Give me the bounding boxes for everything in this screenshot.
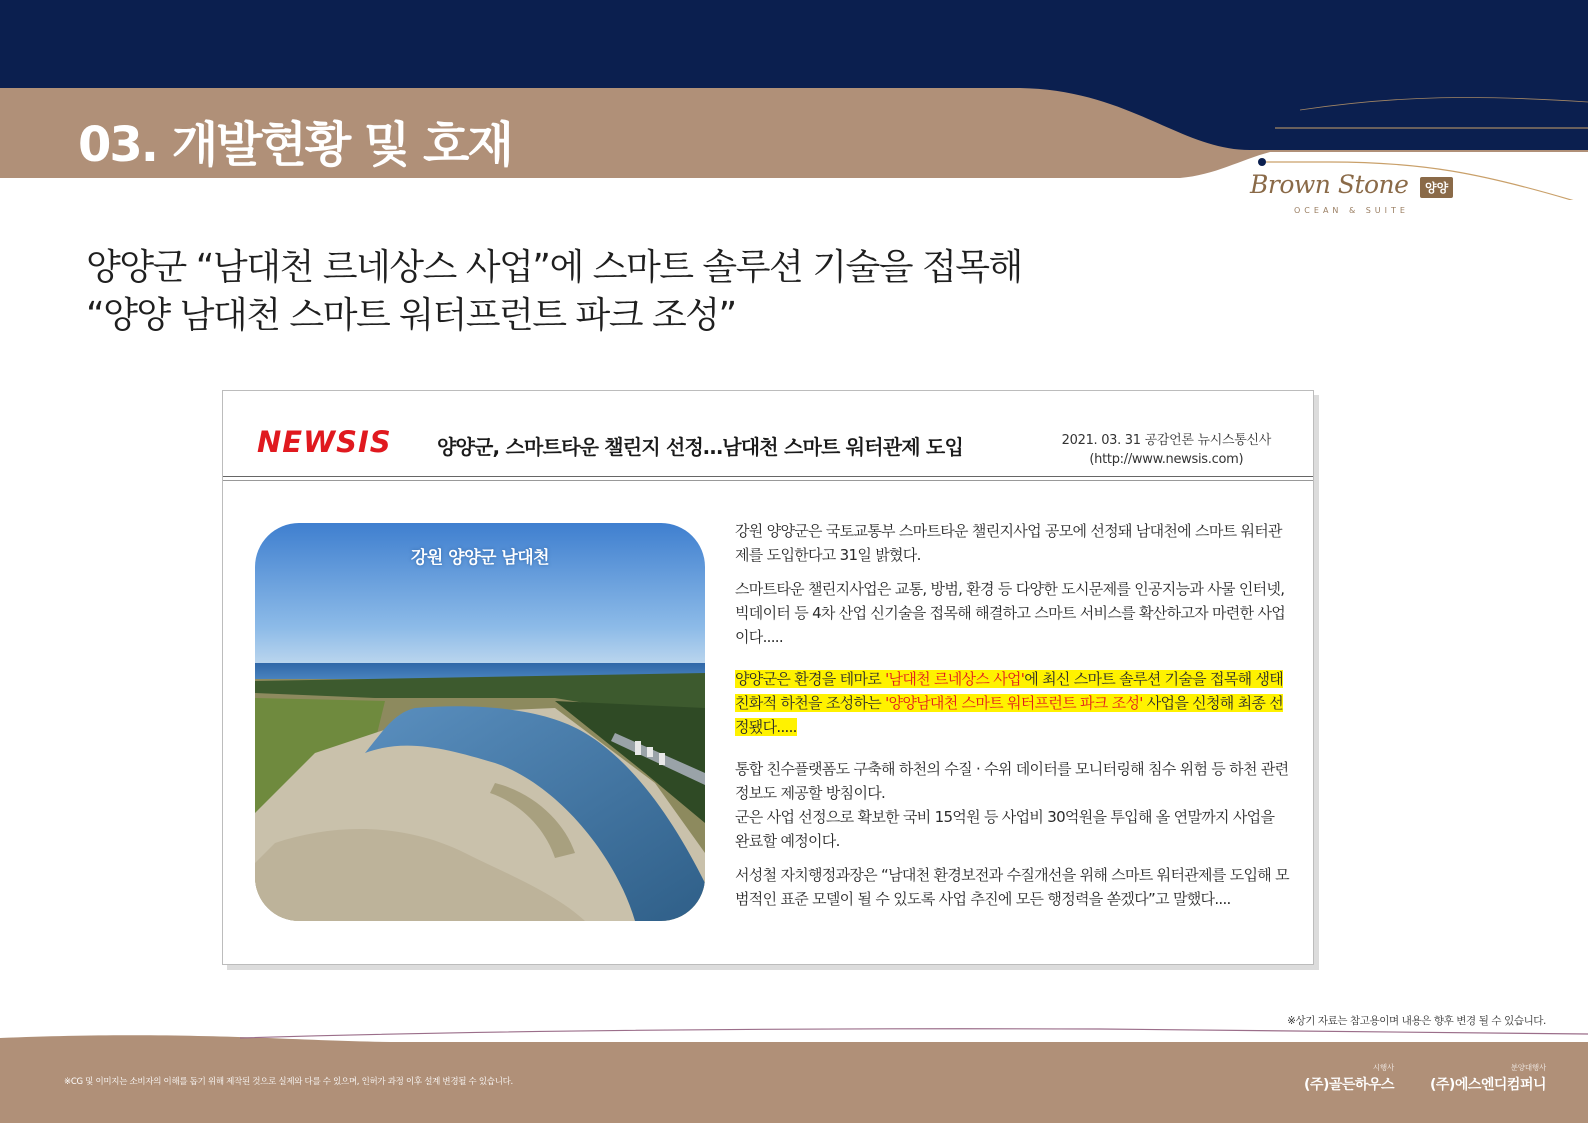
company-name: (주)에스엔디컴퍼니 — [1430, 1077, 1546, 1093]
article-paragraph: 스마트타운 챌린지사업은 교통, 방범, 환경 등 다양한 도시문제를 인공지능과 사물 인터넷, 빅데이터 등 4차 산업 신기술을 접목해 해결하고 스마트 서비스를 확산하고자 마련한 사업이다..... — [735, 580, 1286, 646]
photo-caption: 강원 양양군 남대천 — [410, 548, 550, 568]
company-role: 분양대행사 — [1510, 1063, 1546, 1072]
highlight-text: 에 최신 스마트 솔루션 기술을 접목해 생태 친화적 하천을 조성하는 — [735, 670, 1284, 712]
article-date-source: 2021. 03. 31 공감언론 뉴시스통신사 — [1061, 433, 1271, 448]
divider — [223, 476, 1313, 477]
article-title: 양양군, 스마트타운 챌린지 선정…남대천 스마트 워터관제 도입 — [437, 435, 963, 459]
highlight-project-name: '남대천 르네상스 사업' — [885, 670, 1025, 688]
newsis-logo: NEWSIS — [257, 425, 392, 459]
news-article — [222, 390, 1314, 965]
highlighted-paragraph — [735, 667, 1291, 739]
section-title: 03. 개발현황 및 호재 — [78, 117, 512, 173]
article-meta — [1062, 431, 1271, 469]
reference-disclaimer: ※상기 자료는 참고용이며 내용은 향후 변경 될 수 있습니다. — [1287, 1015, 1546, 1027]
brand-name: Brown Stone — [1250, 170, 1409, 199]
article-url: (http://www.newsis.com) — [1089, 452, 1244, 467]
divider — [223, 480, 1313, 481]
brand-logo — [1250, 170, 1480, 220]
article-body — [735, 519, 1291, 921]
aerial-photo-illustration — [255, 523, 705, 921]
cg-disclaimer: ※CG 및 이미지는 소비자의 이해를 돕기 위해 제작된 것으로 실제와 다를 수 있으며, 인허가 과정 이후 설계 변경될 수 있습니다. — [64, 1077, 513, 1087]
company-role: 시행사 — [1372, 1063, 1394, 1072]
highlight-text: 양양군은 환경을 테마로 — [735, 670, 886, 688]
sales-agency-company — [1430, 1062, 1546, 1094]
highlight-project-name: '양양남대천 스마트 워터프런트 파크 조성' — [885, 694, 1143, 712]
brand-tagline: OCEAN & SUITE — [1294, 206, 1409, 215]
headline — [86, 244, 1022, 340]
brand-badge: 양양 — [1420, 177, 1453, 198]
article-paragraph: 서성철 자치행정과장은 “남대천 환경보전과 수질개선을 위해 스마트 워터관제를 도입해 모범적인 표준 모델이 될 수 있도록 사업 추진에 모든 행정력을 쏟겠다”고 말했다.... — [735, 866, 1289, 908]
article-paragraph: 강원 양양군은 국토교통부 스마트타운 챌린지사업 공모에 선정돼 남대천에 스마트 워터관제를 도입한다고 31일 밝혔다. — [735, 522, 1282, 564]
headline-line-2: “양양 남대천 스마트 워터프런트 파크 조성” — [86, 295, 736, 336]
company-name: (주)골든하우스 — [1304, 1077, 1394, 1093]
aerial-photo — [255, 523, 705, 921]
article-paragraph: 군은 사업 선정으로 확보한 국비 15억원 등 사업비 30억원을 투입해 올 연말까지 사업을 완료할 예정이다. — [735, 808, 1275, 850]
highlight-text: 사업을 신청해 최종 선정됐다..... — [735, 694, 1284, 736]
article-paragraph: 통합 친수플랫폼도 구축해 하천의 수질 · 수위 데이터를 모니터링해 침수 위험 등 하천 관련 정보도 제공할 방침이다. — [735, 760, 1289, 802]
headline-line-1: 양양군 “남대천 르네상스 사업”에 스마트 솔루션 기술을 접목해 — [86, 247, 1022, 288]
developer-company — [1304, 1062, 1394, 1094]
